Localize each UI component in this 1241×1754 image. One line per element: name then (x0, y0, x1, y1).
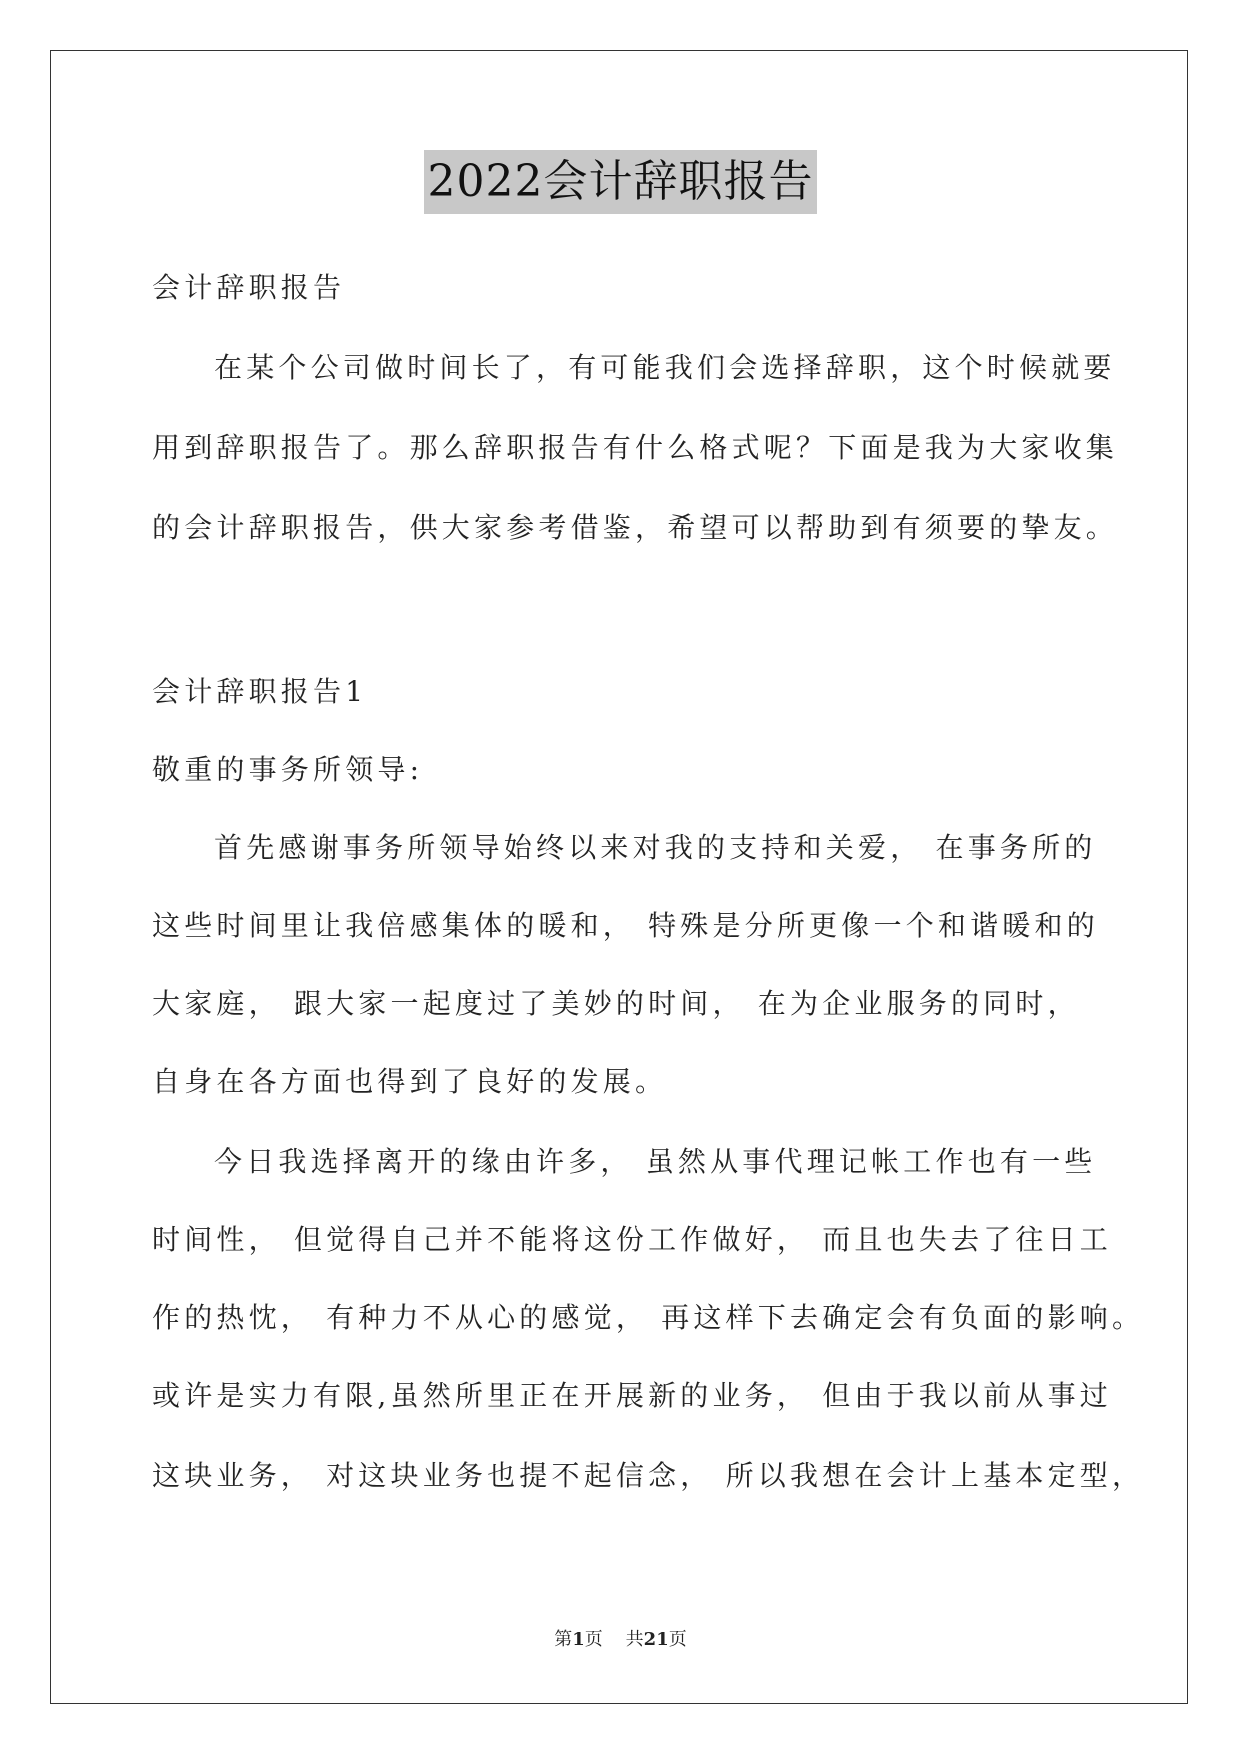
paragraph-line: 时间性， 但觉得自己并不能将这份工作做好， 而且也失去了往日工 (152, 1223, 1113, 1256)
paragraph-line: 大家庭， 跟大家一起度过了美妙的时间， 在为企业服务的同时， (152, 987, 1080, 1020)
paragraph-line: 在某个公司做时间长了，有可能我们会选择辞职，这个时候就要 (214, 351, 1116, 384)
page-prefix: 第 (554, 1629, 573, 1650)
page-number: 1 (572, 1629, 585, 1650)
total-pages: 21 (643, 1629, 669, 1650)
paragraph-line: 作的热忱， 有种力不从心的感觉， 再这样下去确定会有负面的影响。 (152, 1301, 1145, 1334)
page-footer (0, 1628, 1241, 1652)
total-suffix: 页 (668, 1629, 687, 1650)
paragraph-line: 或许是实力有限,虽然所里正在开展新的业务， 但由于我以前从事过 (152, 1379, 1113, 1412)
page-suffix: 页 (584, 1629, 603, 1650)
section-heading: 会计辞职报告 (152, 271, 346, 304)
paragraph-line: 自身在各方面也得到了良好的发展。 (152, 1065, 668, 1098)
paragraph-line: 这块业务， 对这块业务也提不起信念， 所以我想在会计上基本定型， (152, 1459, 1145, 1492)
paragraph-line: 首先感谢事务所领导始终以来对我的支持和关爱， 在事务所的 (214, 831, 1097, 864)
total-prefix: 共 (625, 1629, 644, 1650)
paragraph-line: 这些时间里让我倍感集体的暖和， 特殊是分所更像一个和谐暖和的 (152, 909, 1099, 942)
paragraph-line: 今日我选择离开的缘由许多， 虽然从事代理记帐工作也有一些 (214, 1145, 1097, 1178)
section-heading: 会计辞职报告1 (152, 675, 368, 708)
paragraph-line: 用到辞职报告了。那么辞职报告有什么格式呢？下面是我为大家收集 (152, 431, 1119, 464)
title-container (0, 150, 1241, 214)
salutation: 敬重的事务所领导: (152, 753, 424, 786)
paragraph-line: 的会计辞职报告，供大家参考借鉴，希望可以帮助到有须要的挚友。 (152, 511, 1119, 544)
document-title: 2022会计辞职报告 (424, 150, 818, 214)
